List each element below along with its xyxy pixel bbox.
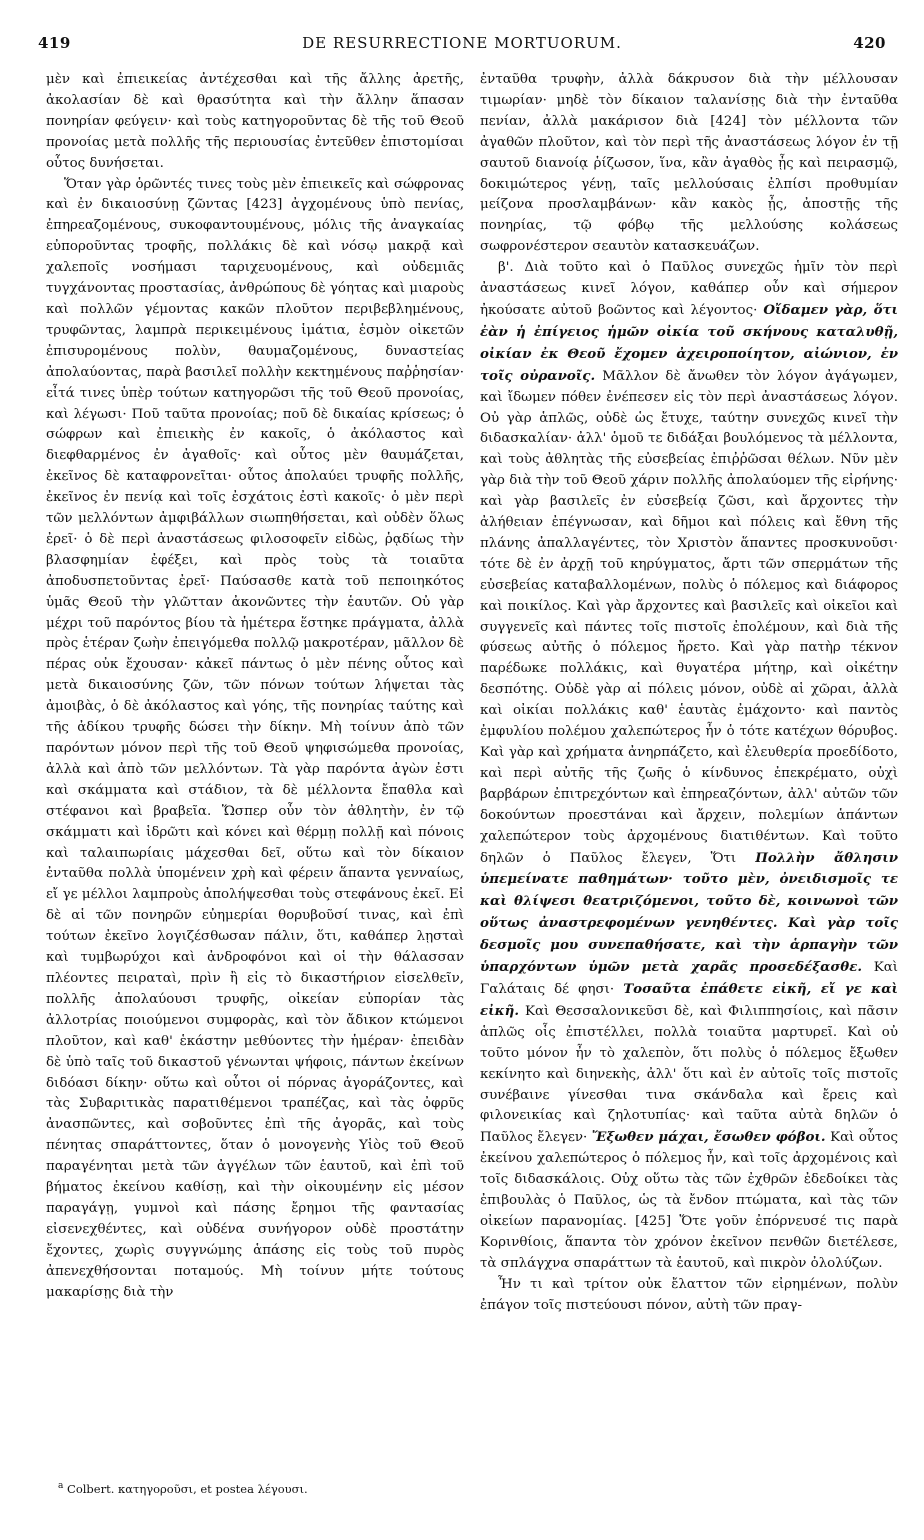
right-column [480,70,898,1514]
running-title: DE RESURRECTIONE MORTUORUM. [302,34,622,52]
paragraph-2-middle: Μᾶλλον δὲ ἄνωθεν τὸν λόγον ἀγάγωμεν, καὶ ἴδωμεν πόθεν ἐνέπεσεν εἰς τὸν περὶ ἀναστάσεως λόγον. Οὐ γὰρ ἁπλῶς, οὐδὲ ὡς ἔτυχε, ταύτην συνεχῶς κινεῖ τὴν διδασκαλίαν· ἀλλ' ὁμοῦ τε διδάξαι βουλόμενος τὰ μέλλοντα, καὶ τοὺς ἀθλητὰς τῆς εὐσεβείας ἐπιῤῥῶσαι θέλων. Νῦν μὲν γὰρ διὰ τὴν τοῦ Θεοῦ χάριν πολλῆς ἀπολαύομεν τῆς εἰρήνης· καὶ γὰρ βασιλεῖς ἐν εὐσεβείᾳ ζῶσι, καὶ ἄρχοντες τὴν ἀλήθειαν ἐπέγνωσαν, καὶ δῆμοι καὶ πόλεις καὶ ἔθνη τῆς πλάνης ἀπαλλαγέντες, τὸν Χριστὸν ἅπαντες προσκυνοῦσι· τότε δὲ ἐν ἀρχῇ τοῦ κηρύγματος, ἄρτι τῶν σπερμάτων τῆς εὐσεβείας καταβαλλομένων, πολὺς ὁ πόλεμος καὶ διάφορος καὶ ποικίλος. Καὶ γὰρ ἄρχοντες καὶ βασιλεῖς καὶ οἰκεῖοι καὶ συγγενεῖς καὶ πάντες τοῖς πιστοῖς ἐπολέμουν, καὶ διὰ τῆς φύσεως αὐτῆς ὁ πόλεμος ἤρετο. Καὶ γὰρ πατὴρ τέκνον παρέδωκε πολλάκις, καὶ θυγατέρα μήτηρ, καὶ οἰκέτην δεσπότης. Οὐδὲ γὰρ αἱ πόλεις μόνον, οὐδὲ αἱ χῶραι, ἀλλὰ καὶ οἰκίαι πολλάκις καθ' ἑαυτὰς ἐμάχοντο· καὶ παντὸς ἐμφυλίου πολέμου χαλεπώτερος ἦν ὁ τότε κατέχων θόρυβος. Καὶ γὰρ καὶ χρήματα ἀνηρπάζετο, καὶ ἐλευθερία προεδίδοτο, καὶ περὶ αὐτῆς τῆς ζωῆς ὁ κίνδυνος ἐπεκρέματο, οὐχὶ βαρβάρων ἐπιτρεχόντων καὶ ἐπηρεαζόντων, ἀλλ' αὐτῶν τῶν δοκούντων προεστάναι καὶ ἄρχειν, πολεμίων ἁπάντων χαλεπώτερον τοὺς ἀρχομένους διατιθέντων. Καὶ τοῦτο δηλῶν ὁ Παῦλος ἔλεγεν, Ὅτι [480,368,898,866]
quote-galatians: Τοσαῦτα ἐπάθετε εἰκῆ, εἴ γε καὶ εἰκῆ. [480,980,898,1019]
right-paragraph-2 [480,258,898,1275]
left-paragraph-2: Ὅταν γὰρ ὁρῶντές τινες τοὺς μὲν ἐπιεικεῖς καὶ σώφρονας καὶ ἐν δικαιοσύνῃ ζῶντας [423] ἀγχομένους ὑπὸ πενίας, ἐπηρεαζομένους, συκοφαντουμένους, μόλις τῆς ἀναγκαίας εὐποροῦντας τροφῆς, πολλάκις δὲ καὶ νόσῳ μακρᾷ καὶ χαλεποῖς νοσήμασι ταριχευομένους, καὶ οὐδεμιᾶς τυγχάνοντας προστασίας, ἀνθρώπους δὲ γόητας καὶ μιαροὺς καὶ πολλῶν γέμοντας κακῶν πλοῦτον περιβεβλημένους, τρυφῶντας, λαμπρὰ περικειμένους ἱμάτια, ἑσμὸν οἰκετῶν ἐπισυρομένους πολὺν, θαυμαζομένους, δυναστείας ἀπολαύοντας, παρὰ βασιλεῖ πολλὴν κεκτημένους παῤῥησίαν· εἶτά τινες ὑπὲρ τούτων κατηγορῶσι τῆς τοῦ Θεοῦ προνοίας, καὶ λέγωσι· Ποῦ ταῦτα προνοίας; ποῦ δὲ δικαίας κρίσεως; ὁ σώφρων καὶ ἐπιεικὴς ἐν κακοῖς, ὁ ἀκόλαστος καὶ διεφθαρμένος ἐν ἀγαθοῖς· καὶ οὗτος μὲν θαυμάζεται, ἐκεῖνος δὲ καταφρονεῖται· οὗτος ἀπολαύει τρυφῆς πολλῆς, ἐκεῖνος ἐν πενίᾳ καὶ τοῖς ἐσχάτοις ἐστὶ κακοῖς· ὁ μὲν περὶ τῶν μελλόντων ἀμφιβάλλων σιωπηθήσεται, καὶ οὐδὲν ὅλως ἐρεῖ· ὁ δὲ περὶ ἀναστάσεως φιλοσοφεῖν εἰδὼς, ῥᾳδίως τὴν βλασφημίαν ἐφέξει, καὶ πρὸς τοὺς τὰ τοιαῦτα ἀποδυσπετοῦντας ἐρεῖ· Παύσασθε κατὰ τοῦ πεποιηκότος ὑμᾶς Θεοῦ τὴν γλῶτταν ἀκονῶντες τὴν ἑαυτῶν. Οὐ γὰρ μέχρι τοῦ παρόντος βίου τὰ ἡμέτερα ἕστηκε πράγματα, ἀλλὰ πρὸς ἑτέραν ζωὴν ἐπειγόμεθα πολλῷ μακροτέραν, μᾶλλον δὲ πέρας οὐκ ἔχουσαν· κἀκεῖ πάντως ὁ μὲν πένης οὗτος καὶ μετὰ δικαιοσύνης ζῶν, τῶν πόνων τούτων λήψεται τὰς ἀμοιβὰς, ὁ δὲ ἀκόλαστος καὶ γόης, τῆς πονηρίας ταύτης καὶ τῆς ἀδίκου τρυφῆς δώσει τὴν δίκην. Μὴ τοίνυν ἀπὸ τῶν παρόντων μόνον περὶ τῆς τοῦ Θεοῦ ψηφισώμεθα προνοίας, ἀλλὰ καὶ ἀπὸ τῶν μελλόντων. Τὰ γὰρ παρόντα ἀγὼν ἐστι καὶ σκάμματα καὶ στάδιον, τὰ δὲ μέλλοντα ἔπαθλα καὶ στέφανοι καὶ βραβεῖα. Ὥσπερ οὖν τὸν ἀθλητὴν, ἐν τῷ σκάμματι καὶ ἱδρῶτι καὶ κόνει καὶ θέρμῃ πολλῇ καὶ πόνοις καὶ ταλαιπωρίαις μάχεσθαι δεῖ, οὕτω καὶ τὸν δίκαιον ἐνταῦθα πολλὰ ὑπομένειν χρὴ καὶ φέρειν ἅπαντα γενναίως, εἴ γε μέλλοι λαμπροὺς ἀπολήψεσθαι τοὺς στεφάνους ἐκεῖ. Εἰ δὲ αἱ τῶν πονηρῶν εὐημερίαι θορυβοῦσί τινας, καὶ ἐπὶ τούτων ἐκεῖνο λογιζέσθωσαν πάλιν, ὅτι, καθάπερ λῃσταὶ καὶ τυμβωρύχοι καὶ ἀνδροφόνοι καὶ οἱ τὴν θάλασσαν πλέοντες πειραταὶ, πρὶν ἢ εἰς τὸ δικαστήριον εἰσελθεῖν, πολλῆς ἀπολαύουσι τρυφῆς, οἰκείαν εὐπορίαν τὰς ἀλλοτρίας ποιούμενοι συμφορὰς, καὶ τὸν ἄδικον κτώμενοι πλοῦτον, καὶ καθ' ἑκάστην μεθύοντες τὴν ἡμέραν· ἐπειδὰν δὲ ὑπὸ ταῖς τοῦ δικαστοῦ γένωνται ψήφοις, πάντων ἐκείνων διδόασι δίκην· οὕτω καὶ οὗτοι οἱ πόρνας ἀγοράζοντες, καὶ τὰς Συβαριτικὰς παρατιθέμενοι τραπέζας, καὶ τὰς ὀφρῦς ἀνασπῶντες, καὶ σοβοῦντες ἐπὶ τῆς ἀγορᾶς, καὶ τοὺς πένητας σπαράττοντες, ὅταν ὁ μονογενὴς Υἱὸς τοῦ Θεοῦ παραγένηται μετὰ τῶν ἀγγέλων τῶν ἑαυτοῦ, καὶ ἐπὶ τοῦ βήματος ἐκείνου καθίσῃ, καὶ τὴν οἰκουμένην εἰς μέσον παραγάγῃ, γυμνοὶ καὶ πάσης ἔρημοι τῆς φαντασίας εἰσενεχθέντες, καὶ οὐδένα συνήγορον οὐδὲ προστάτην ἔχοντες, χωρὶς συγγνώμης ἁπάσης εἰς τοὺς τοῦ πυρὸς ἀπενεχθήσονται ποταμούς. Μὴ τοίνυν μήτε τούτους μακαρίσῃς διὰ τὴν [46,176,464,1300]
right-paragraph-3: Ἦν τι καὶ τρίτον οὐκ ἔλαττον τῶν εἰρημένων, πολὺν ἐπάγον τοῖς πιστεύουσι πόνον, αὐτὴ τῶν πραγ- [480,1276,898,1313]
quote-hebrews: Πολλὴν ἄθλησιν ὑπεμείνατε παθημάτων· τοῦτο μὲν, ὀνειδισμοῖς τε καὶ θλίψεσι θεατριζόμενοι, τοῦτο δὲ, κοινωνοὶ τῶν οὕτως ἀναστρεφομένων γενηθέντες. Καὶ γὰρ τοῖς δεσμοῖς μου συνεπαθήσατε, καὶ τὴν ἁρπαγὴν τῶν ὑπαρχόντων ὑμῶν μετὰ χαρᾶς προσεδέξασθε. [480,849,898,976]
quote-corinthians: Οἴδαμεν γὰρ, ὅτι ἐὰν ἡ ἐπίγειος ἡμῶν οἰκία τοῦ σκήνους καταλυθῇ, οἰκίαν ἐκ Θεοῦ ἔχομεν ἀχειροποίητον, αἰώνιον, ἐν τοῖς οὐρανοῖς. [480,301,898,384]
paragraph-2-lead: β'. Διὰ τοῦτο καὶ ὁ Παῦλος συνεχῶς ἡμῖν τὸν περὶ ἀναστάσεως κινεῖ λόγον, καθάπερ οὖν καὶ σήμερον ἠκούσατε αὐτοῦ βοῶντος καὶ λέγοντος· [480,260,898,318]
footnote-text: Colbert. κατηγοροῦσι, et postea λέγουσι. [67,1481,308,1496]
page-number-right: 420 [853,34,886,52]
running-head [38,34,886,60]
paragraph-2-galatians-intro: Καὶ Γαλάταις δέ φησι· [480,960,898,997]
left-column [46,70,464,1478]
paragraph-2-middle-2: Καὶ Θεσσαλονικεῦσι δὲ, καὶ Φιλιππησίοις, καὶ πᾶσιν ἁπλῶς οἷς ἐπιστέλλει, πολλὰ τοιαῦτα μαρτυρεῖ. Καὶ οὐ τοῦτο μόνον ἦν τὸ χαλεπὸν, ὅτι πολὺς ὁ πόλεμος ἔξωθεν κεκίνητο καὶ διηνεκὴς, ἀλλ' ὅτι καὶ ἐν αὐτοῖς τοῖς πιστοῖς συνέβαινε γίνεσθαι τινα σκάνδαλα καὶ ἔρεις καὶ φιλονεικίας καὶ ζηλοτυπίας· καὶ ταῦτα αὐτὰ δηλῶν ὁ Παῦλος ἔλεγεν· [480,1003,898,1146]
footnote-marker: a [58,1481,64,1491]
quote-fightings-fears: Ἔξωθεν μάχαι, ἔσωθεν φόβοι. [591,1129,826,1146]
left-paragraph-1: μὲν καὶ ἐπιεικείας ἀντέχεσθαι καὶ τῆς ἄλλης ἀρετῆς, ἀκολασίαν δὲ καὶ θρασύτητα καὶ τὴν ἄλλην ἅπασαν πονηρίαν φεύγειν· καὶ τοὺς κατηγοροῦντας δὲ τῆς τοῦ Θεοῦ προνοίας μετὰ πολλῆς τῆς περιουσίας ἐντεῦθεν ἐπιστομίσαι οὗτος δυνήσεται. [46,72,464,171]
page-number-left: 419 [38,34,71,52]
footnote [58,1478,458,1497]
right-paragraph-1: ἐνταῦθα τρυφὴν, ἀλλὰ δάκρυσον διὰ τὴν μέλλουσαν τιμωρίαν· μηδὲ τὸν δίκαιον ταλανίσῃς διὰ τὴν ἐνταῦθα πενίαν, ἀλλὰ μακάρισον διὰ [424] τὸν μέλλοντα τῶν ἀγαθῶν πλοῦτον, καὶ τὸν περὶ τῆς ἀναστάσεως λόγον ἐν τῇ σαυτοῦ διανοίᾳ ῥίζωσον, ἵνα, κἂν ἀγαθὸς ᾖς καὶ πειρασμῷ, δοκιμώτερος γένῃ, ταῖς μελλούσαις ἐλπίσι προθυμίαν μείζονα προσλαμβάνων· κἂν κακὸς ᾖς, ἀποστῇς τῆς πονηρίας, τῷ φόβῳ τῆς μελλούσης κολάσεως σωφρονέστερον σεαυτὸν κατασκευάζων. [480,72,898,255]
paragraph-2-end: Καὶ οὗτος ἐκείνου χαλεπώτερος ὁ πόλεμος ἦν, καὶ τοῖς ἀρχομένοις καὶ τοῖς διδασκάλοις. Οὐχ οὕτω τὰς τῶν ἐχθρῶν ἐδεδοίκει τὰς ἐπιβουλὰς ὁ Παῦλος, ὡς τὰ ἔνδον πτώματα, καὶ τὰς τῶν οἰκείων παρανομίας. [425] Ὅτε γοῦν ἐπόρνευσέ τις παρὰ Κορινθίοις, ἅπαντα τὸν χρόνον ἐκεῖνον πενθῶν διετέλεσε, τὰ σπλάγχνα σπαράττων τὰ ἑαυτοῦ, καὶ πικρὸν ὀλολύζων. [480,1130,898,1271]
